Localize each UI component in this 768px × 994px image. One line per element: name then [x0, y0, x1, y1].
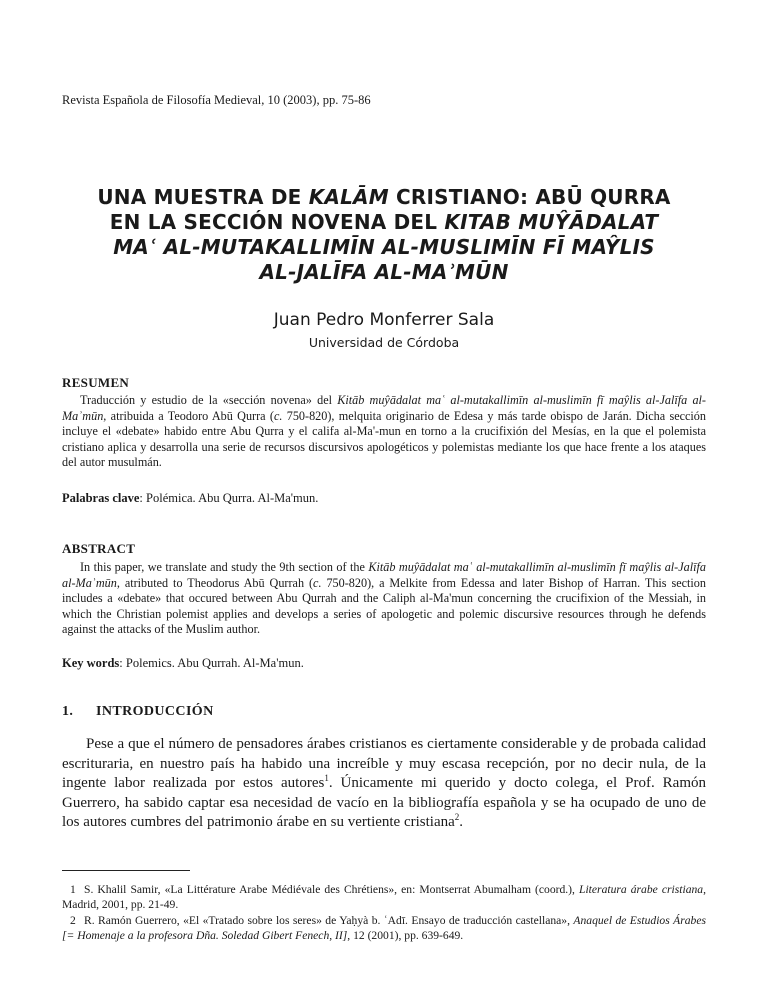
author-affiliation: Universidad de Córdoba [308, 335, 460, 350]
palabras-clave: Palabras clave: Polémica. Abu Qurra. Al-Ma'mun. [62, 491, 319, 505]
author-name: Juan Pedro Monferrer Sala [273, 310, 495, 330]
title-line-4: AL-JALĪFA AL-MAʾMŪN [259, 260, 509, 284]
footnote-divider [62, 870, 190, 871]
section-number: 1. [62, 704, 74, 719]
running-header: Revista Española de Filosofía Medieval, 10 (2003), pp. 75-86 [62, 93, 371, 107]
section-heading [62, 704, 214, 720]
article-title [60, 185, 708, 285]
resumen-body [62, 393, 706, 471]
section-title: INTRODUCCIÓN [96, 704, 214, 719]
section-body [62, 735, 706, 833]
abstract-body [62, 560, 706, 638]
body-paragraph: Pese a que el número de pensadores árabes cristianos es ciertamente considerable y de probada calidad escrituraria, en nuestro país ha habido una increíble y muy escasa recepción, por no decir nula, de la ingente labor realizada por estos autores$^1$. Únicamente mi querido y docto colega, el Prof. Ramón Guerrero, ha sabido captar esa necesidad de vacío en la bibliografía española y se ha ocupado de uno de los autores cumbres del patrimonio árabe en su vertiente cristiana$^2$. [62, 736, 707, 830]
resumen-paragraph: Traducción y estudio de la «sección novena» del Kitāb muŷādalat maʿ al-mutakallimīn al-muslimīn fī maŷlis al-Jalīfa al-Maʾmūn, atribuida a Teodoro Abū Qurra (c. 750-820), melquita originario de Edesa y más tarde obispo de Jarán. Dicha sección incluye el «debate» habido entre Abu Qurra y el califa al-Ma'-mun en torno a la crucifixión del Mesías, en la que el polemista cristiano aplica y desarrolla una serie de recursos discursivos apologéticos y polemistas mediante los que hace frente a los ataques del autor musulmán. [62, 393, 706, 470]
footnote-ref-1[interactable]: 1 [324, 773, 329, 783]
title-line-3: MAʿ AL-MUTAKALLIMĪN AL-MUSLIMĪN FĪ MAŶLIS [113, 235, 655, 259]
footnote-ref-2[interactable]: 2 [454, 812, 460, 822]
footnote: 1 S. Khalil Samir, «La Littérature Arabe Médiévale des Chrétiens», en: Montserrat Abumalham (coord.), Literatura árabe cristiana, Madrid, 2001, pp. 21-49. [62, 883, 706, 911]
abstract-paragraph: In this paper, we translate and study the 9th section of the Kitāb muŷādalat maʿ al-mutakallimīn al-muslimīn fī maŷlis al-Jalīfa al-Maʾmūn, atributed to Theodorus Abū Qurrah (c. 750-820), a Melkite from Edessa and later Bishop of Harran. This section includes a «debate» that occured between Abu Qurrah and the Caliph al-Ma'mun concerning the crucifixion of the Messiah, in which the Christian polemist applies and develops a series of apologetic and polemic discursive resources through he defends against the attacks of the Muslim author. [62, 560, 706, 637]
abstract-heading: ABSTRACT [62, 541, 136, 556]
title-line-1: UNA MUESTRA DE KALĀM CRISTIANO: ABŪ QURRA [97, 185, 671, 209]
key-words: Key words: Polemics. Abu Qurrah. Al-Ma'mun. [62, 656, 304, 670]
resumen-heading: RESUMEN [62, 375, 130, 390]
footnote: 2 R. Ramón Guerrero, «El «Tratado sobre los seres» de Yaḥyà b. ʿAdī. Ensayo de traducción castellana», Anaquel de Estudios Árabes [= Homenaje a la profesora Dña. Soledad Gibert Fenech, II], 12 (2001), pp. 639-649. [62, 914, 706, 942]
title-line-2: EN LA SECCIÓN NOVENA DEL KITAB MUŶĀDALAT [109, 210, 659, 234]
footnotes [62, 882, 706, 944]
